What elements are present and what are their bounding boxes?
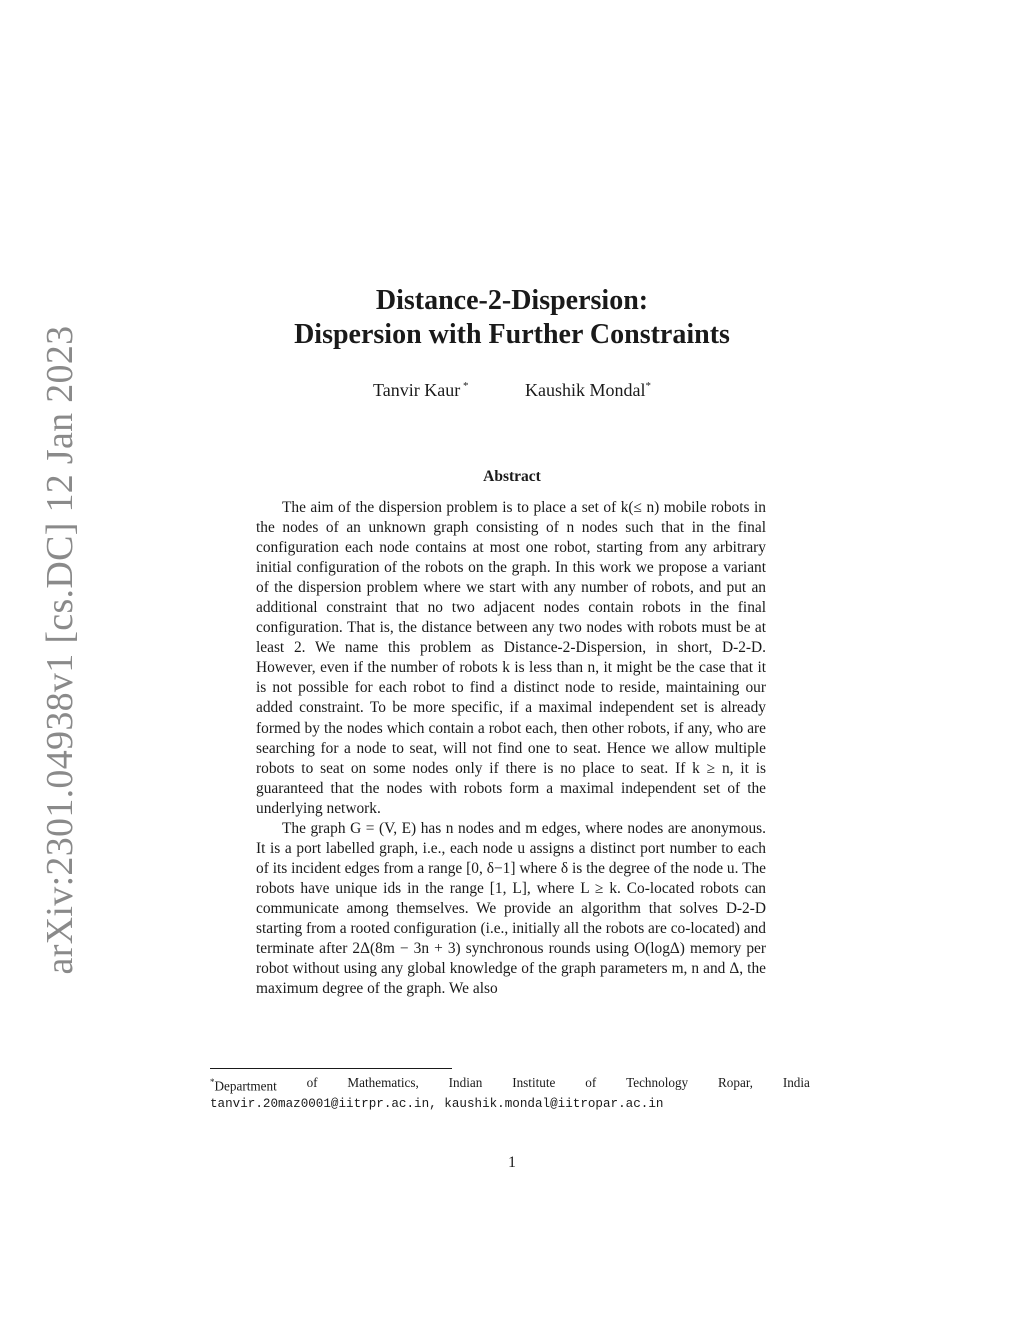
footnote-divider xyxy=(210,1068,452,1069)
footnote-mark: * xyxy=(645,380,651,392)
title-line-2: Dispersion with Further Constraints xyxy=(294,319,730,350)
author-emails: tanvir.20maz0001@iitrpr.ac.in, kaushik.mondal@iitropar.ac.in xyxy=(210,1097,664,1112)
footnote-mark: * xyxy=(460,380,469,392)
footnote-affiliation xyxy=(210,1073,810,1095)
affiliation-word: of xyxy=(585,1075,597,1090)
affiliation-word: Ropar, xyxy=(717,1075,753,1090)
author-2 xyxy=(525,380,651,401)
affiliation-word: of xyxy=(306,1075,318,1090)
arxiv-identifier-stamp: arXiv:2301.04938v1 [cs.DC] 12 Jan 2023 xyxy=(39,325,81,975)
abstract-paragraph-2: The graph G = (V, E) has n nodes and m edges, where nodes are anonymous. It is a port labelled graph, i.e., each node u assigns a distinct port number to each of its incident edges from a range [0, δ−1] where δ is the degree of the node u. The robots have unique ids in the range [1, L], where L ≥ k. Co-located robots can communicate among themselves. We provide an algorithm that solves D-2-D starting from a rooted configuration (i.e., initially all the robots are co-located) and terminate after 2Δ(8m − 3n + 3) synchronous rounds using O(logΔ) memory per robot without using any global knowledge of the graph parameters m, n and Δ, the maximum degree of the graph. We also xyxy=(256,819,766,998)
affiliation-word: Institute xyxy=(512,1075,556,1090)
author-name: Tanvir Kaur xyxy=(373,380,461,400)
abstract-body xyxy=(256,498,766,999)
footnote-mark: * xyxy=(210,1077,215,1087)
affiliation-word: Indian xyxy=(448,1075,483,1090)
abstract-heading: Abstract xyxy=(483,468,541,485)
page-number: 1 xyxy=(508,1154,516,1171)
affiliation-word: Technology xyxy=(626,1075,689,1090)
affiliation-word: Mathematics, xyxy=(347,1075,419,1090)
affiliation-word: *Department xyxy=(210,1077,277,1094)
title-line-1: Distance-2-Dispersion: xyxy=(375,285,649,316)
author-1 xyxy=(373,380,468,401)
author-list xyxy=(0,380,1024,401)
footnote xyxy=(210,1073,810,1114)
author-name: Kaushik Mondal xyxy=(524,380,646,400)
paper-title xyxy=(0,284,1024,352)
affiliation-word: India xyxy=(782,1075,810,1090)
abstract-paragraph-1: The aim of the dispersion problem is to place a set of k(≤ n) mobile robots in the nodes of an unknown graph consisting of n nodes such that in the final configuration each node contains at most one robot, starting from any arbitrary initial configuration of the robots on the graph. In this work we propose a variant of the dispersion problem where we start with any number of robots, and put an additional constraint that no two adjacent nodes contain robots in the final configuration. That is, the distance between any two nodes with robots must be at least 2. We name this problem as Distance-2-Dispersion, in short, D-2-D. However, even if the number of robots k is less than n, it might be the case that it is not possible for each robot to find a distinct node to reside, maintaining our added constraint. To be more specific, if a maximal independent set is already formed by the nodes which contain a robot each, then other robots, if any, who are searching for a node to seat, will not find one to seat. Hence we allow multiple robots to seat on some nodes only if there is no place to seat. If k ≥ n, it is guaranteed that the nodes with robots form a maximal independent set of the underlying network. xyxy=(256,499,766,817)
